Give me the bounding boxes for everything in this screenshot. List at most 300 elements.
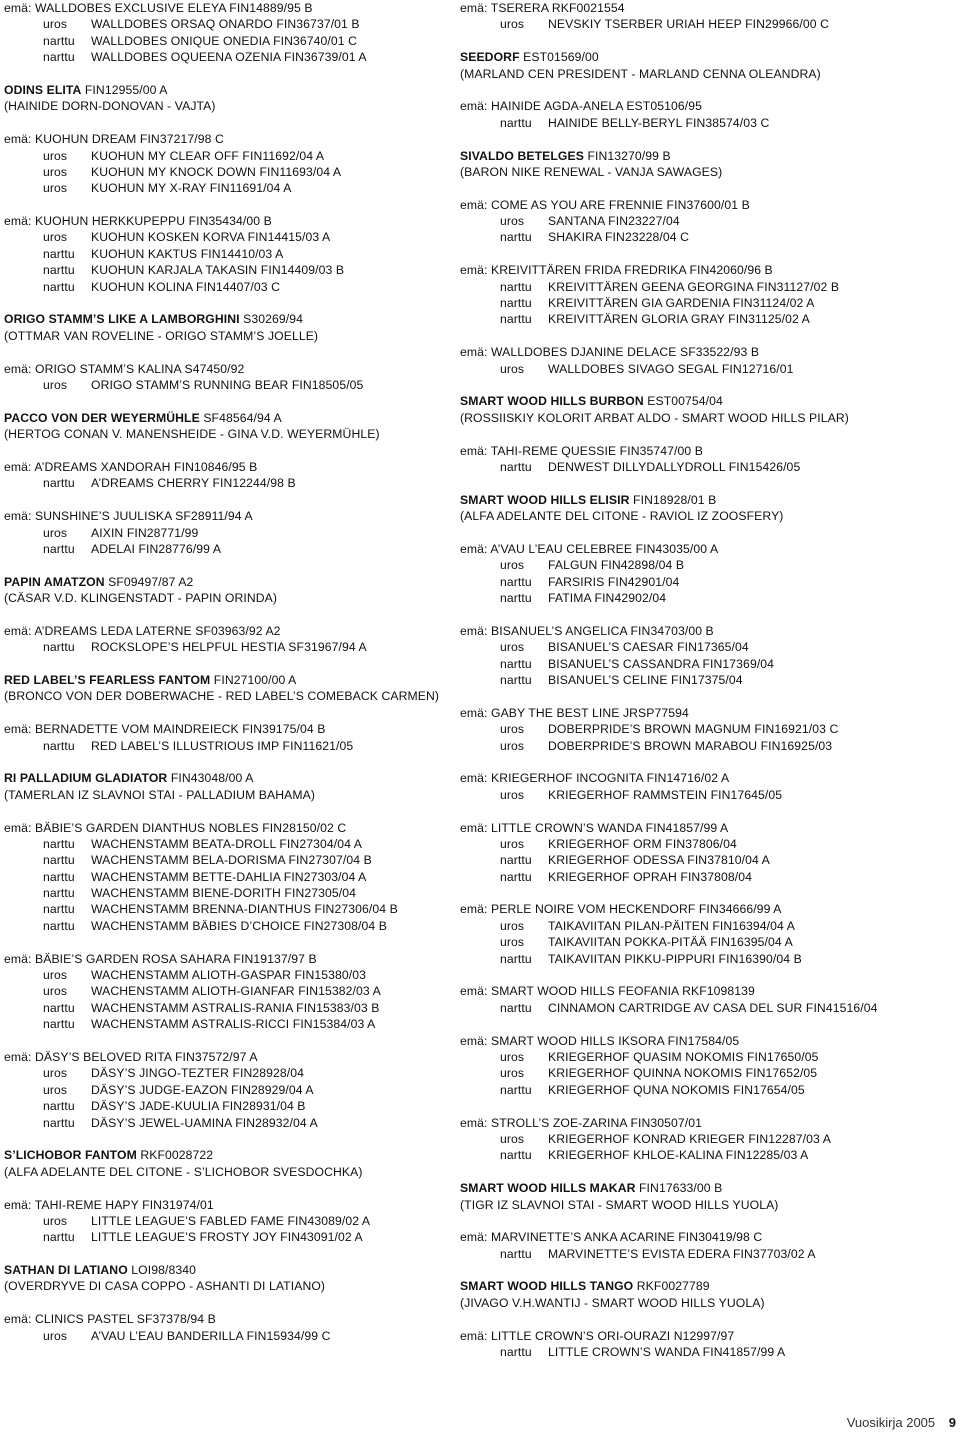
offspring-line <box>4 377 474 393</box>
offspring-line <box>4 901 474 917</box>
offspring-sex: narttu <box>43 263 75 278</box>
spacer <box>4 393 474 409</box>
page-footer <box>847 1415 956 1430</box>
offspring-sex: uros <box>43 1066 68 1081</box>
dam-name: MARVINETTE’S ANKA ACARINE FIN30419/98 C <box>491 1230 763 1245</box>
offspring-name: WACHENSTAMM BRENNA-DIANTHUS FIN27306/04 B <box>91 902 398 917</box>
dam-label: emä: <box>460 1115 488 1130</box>
dam-name: PERLE NOIRE VOM HECKENDORF FIN34666/99 A <box>491 902 782 917</box>
spacer <box>4 115 474 131</box>
offspring-sex: narttu <box>43 1230 75 1245</box>
offspring-line <box>4 738 474 754</box>
spacer <box>4 66 474 82</box>
dam-label: emä: <box>460 443 488 458</box>
sire-name: SMART WOOD HILLS BURBON <box>460 394 644 409</box>
offspring-sex: narttu <box>43 50 75 65</box>
offspring-name: KUOHUN MY CLEAR OFF FIN11692/04 A <box>91 148 325 163</box>
sire-name: RED LABEL’S FEARLESS FANTOM <box>4 673 211 688</box>
offspring-sex: narttu <box>500 1345 532 1360</box>
dam-label: emä: <box>460 263 488 278</box>
offspring-name: WALLDOBES OQUEENA OZENIA FIN36739/01 A <box>91 50 367 65</box>
offspring-name: MARVINETTE’S EVISTA EDERA FIN37703/02 A <box>548 1246 816 1261</box>
offspring-line <box>460 934 956 950</box>
dam-line <box>460 983 956 999</box>
spacer <box>460 328 956 344</box>
sire-line <box>460 393 956 409</box>
offspring-line <box>460 295 956 311</box>
offspring-line <box>4 836 474 852</box>
offspring-name: DENWEST DILLYDALLYDROLL FIN15426/05 <box>548 459 801 474</box>
offspring-sex: uros <box>500 722 525 737</box>
offspring-line <box>4 918 474 934</box>
offspring-sex: uros <box>500 361 525 376</box>
spacer <box>460 688 956 704</box>
offspring-line <box>460 1065 956 1081</box>
dam-name: ORIGO STAMM’S KALINA S47450/92 <box>35 361 245 376</box>
dam-name: CLINICS PASTEL SF37378/94 B <box>35 1312 216 1327</box>
offspring-line <box>4 475 474 491</box>
offspring-line <box>460 1000 956 1016</box>
spacer <box>460 967 956 983</box>
offspring-line <box>460 1246 956 1262</box>
sire-registration: FIN27100/00 A <box>213 673 297 688</box>
dam-line <box>460 1229 956 1245</box>
offspring-sex: narttu <box>43 33 75 48</box>
dam-label: emä: <box>460 345 488 360</box>
offspring-sex: narttu <box>43 738 75 753</box>
offspring-name: KREIVITTÄREN GIA GARDENIA FIN31124/02 A <box>548 296 815 311</box>
offspring-line <box>460 836 956 852</box>
dam-label: emä: <box>460 1033 488 1048</box>
spacer <box>4 344 474 360</box>
dam-label: emä: <box>4 1 32 15</box>
spacer <box>4 492 474 508</box>
offspring-sex: uros <box>500 17 525 32</box>
dam-name: SUNSHINE’S JUULISKA SF28911/94 A <box>35 509 253 524</box>
offspring-line <box>4 1229 474 1245</box>
dam-name: STROLL’S ZOE-ZARINA FIN30507/01 <box>491 1115 703 1130</box>
offspring-name: WACHENSTAMM BETTE-DAHLIA FIN27303/04 A <box>91 869 367 884</box>
offspring-name: DÄSY’S JUDGE-EAZON FIN28929/04 A <box>91 1082 314 1097</box>
sire-parents: (TAMERLAN IZ SLAVNOI STAI - PALLADIUM BAHAMA) <box>4 787 316 802</box>
offspring-line <box>460 852 956 868</box>
dam-line <box>4 213 474 229</box>
dam-label: emä: <box>460 541 488 556</box>
sire-registration: S30269/94 <box>243 312 304 327</box>
offspring-name: WALLDOBES ONIQUE ONEDIA FIN36740/01 C <box>91 33 358 48</box>
offspring-line <box>4 525 474 541</box>
left-column <box>4 0 474 1344</box>
offspring-name: DOBERPRIDE’S BROWN MAGNUM FIN16921/03 C <box>548 722 839 737</box>
offspring-sex: uros <box>43 230 68 245</box>
sire-name: PAPIN AMATZON <box>4 574 105 589</box>
spacer <box>4 1180 474 1196</box>
offspring-name: KRIEGERHOF KONRAD KRIEGER FIN12287/03 A <box>548 1131 831 1146</box>
offspring-name: KRIEGERHOF QUASIM NOKOMIS FIN17650/05 <box>548 1050 819 1064</box>
dam-name: KRIEGERHOF INCOGNITA FIN14716/02 A <box>491 771 730 786</box>
sire-line <box>4 672 474 688</box>
offspring-line <box>4 1016 474 1032</box>
offspring-name: KRIEGERHOF ODESSA FIN37810/04 A <box>548 853 770 868</box>
offspring-name: FATIMA FIN42902/04 <box>548 591 667 606</box>
sire-parents: (HERTOG CONAN V. MANENSHEIDE - GINA V.D. WEYERMÜHLE) <box>4 427 380 442</box>
dam-name: WALLDOBES DJANINE DELACE SF33522/93 B <box>491 345 760 360</box>
spacer <box>4 656 474 672</box>
offspring-sex: narttu <box>500 591 532 606</box>
dam-name: KREIVITTÄREN FRIDA FREDRIKA FIN42060/96 B <box>491 263 773 278</box>
offspring-line <box>460 918 956 934</box>
offspring-line <box>460 1131 956 1147</box>
offspring-sex: uros <box>500 558 525 573</box>
offspring-sex: narttu <box>43 1115 75 1130</box>
spacer <box>460 1262 956 1278</box>
offspring-name: KRIEGERHOF KHLOE-KALINA FIN12285/03 A <box>548 1148 809 1163</box>
dam-line <box>460 443 956 459</box>
offspring-line <box>460 656 956 672</box>
dam-name: TAHI-REME QUESSIE FIN35747/00 B <box>490 443 703 458</box>
offspring-name: AIXIN FIN28771/99 <box>91 525 199 540</box>
offspring-sex: uros <box>43 377 68 392</box>
offspring-sex: uros <box>43 968 68 983</box>
sire-parents: (OVERDRYVE DI CASA COPPO - ASHANTI DI LATIANO) <box>4 1279 326 1294</box>
offspring-line <box>4 279 474 295</box>
dam-line <box>460 705 956 721</box>
dam-line <box>4 721 474 737</box>
sire-line <box>4 1147 474 1163</box>
dam-line <box>4 508 474 524</box>
sire-parents: (TIGR IZ SLAVNOI STAI - SMART WOOD HILLS YUOLA) <box>460 1197 779 1212</box>
dam-name: COME AS YOU ARE FRENNIE FIN37600/01 B <box>491 197 750 212</box>
offspring-line <box>460 721 956 737</box>
sire-registration: RKF0027789 <box>636 1279 710 1294</box>
offspring-line <box>460 574 956 590</box>
offspring-sex: narttu <box>500 656 532 671</box>
offspring-line <box>4 967 474 983</box>
offspring-name: LITTLE LEAGUE’S FABLED FAME FIN43089/02 A <box>91 1213 371 1228</box>
offspring-name: A’DREAMS CHERRY FIN12244/98 B <box>91 476 296 491</box>
offspring-name: HAINIDE BELLY-BERYL FIN38574/03 C <box>548 115 770 130</box>
dam-label: emä: <box>4 1197 32 1212</box>
sire-parents: (OTTMAR VAN ROVELINE - ORIGO STAMM’S JOELLE) <box>4 328 319 343</box>
offspring-name: TAIKAVIITAN PIKKU-PIPPURI FIN16390/04 B <box>548 951 802 966</box>
dam-label: emä: <box>460 771 488 786</box>
offspring-sex: narttu <box>500 279 532 294</box>
offspring-name: LITTLE CROWN’S WANDA FIN41857/99 A <box>548 1345 786 1360</box>
dam-name: KUOHUN HERKKUPEPPU FIN35434/00 B <box>35 214 272 229</box>
spacer <box>460 1016 956 1032</box>
offspring-sex: uros <box>43 181 68 196</box>
dam-line <box>460 262 956 278</box>
spacer <box>460 426 956 442</box>
offspring-line <box>460 951 956 967</box>
spacer <box>4 295 474 311</box>
offspring-sex: uros <box>500 1050 525 1064</box>
spacer <box>4 1033 474 1049</box>
dam-line <box>4 0 474 16</box>
dam-label: emä: <box>4 1050 32 1064</box>
offspring-line <box>460 311 956 327</box>
spacer <box>460 131 956 147</box>
offspring-sex: narttu <box>500 459 532 474</box>
offspring-name: RED LABEL’S ILLUSTRIOUS IMP FIN11621/05 <box>91 738 354 753</box>
offspring-sex: uros <box>500 738 525 753</box>
offspring-sex: narttu <box>43 476 75 491</box>
offspring-sex: narttu <box>500 312 532 327</box>
offspring-line <box>460 213 956 229</box>
offspring-name: KRIEGERHOF QUNA NOKOMIS FIN17654/05 <box>548 1082 805 1097</box>
sire-line <box>4 311 474 327</box>
sire-line <box>4 574 474 590</box>
offspring-line <box>460 672 956 688</box>
dam-label: emä: <box>4 820 32 835</box>
offspring-line <box>4 885 474 901</box>
dam-line <box>460 344 956 360</box>
offspring-line <box>460 639 956 655</box>
dam-name: SMART WOOD HILLS IKSORA FIN17584/05 <box>491 1033 740 1048</box>
dam-line <box>460 901 956 917</box>
offspring-line <box>460 16 956 32</box>
offspring-name: KUOHUN MY KNOCK DOWN FIN11693/04 A <box>91 164 342 179</box>
spacer <box>460 33 956 49</box>
dam-name: A’VAU L’EAU CELEBREE FIN43035/00 A <box>490 541 719 556</box>
offspring-name: WALLDOBES SIVAGO SEGAL FIN12716/01 <box>548 361 794 376</box>
offspring-name: KUOHUN MY X-RAY FIN11691/04 A <box>91 181 292 196</box>
sire-name: PACCO VON DER WEYERMÜHLE <box>4 410 200 425</box>
sire-registration: FIN12955/00 A <box>84 82 168 97</box>
dam-name: HAINIDE AGDA-ANELA EST05106/95 <box>491 99 702 114</box>
offspring-name: LITTLE LEAGUE’S FROSTY JOY FIN43091/02 A <box>91 1230 363 1245</box>
offspring-name: WACHENSTAMM BÄBIES D’CHOICE FIN27308/04 B <box>91 918 387 933</box>
offspring-name: BISANUEL’S CAESAR FIN17365/04 <box>548 640 749 655</box>
offspring-sex: narttu <box>500 869 532 884</box>
offspring-sex: narttu <box>43 640 75 655</box>
spacer <box>460 525 956 541</box>
dam-name: SMART WOOD HILLS FEOFANIA RKF1098139 <box>491 984 755 999</box>
spacer <box>460 803 956 819</box>
offspring-sex: uros <box>500 935 525 950</box>
spacer <box>4 1246 474 1262</box>
offspring-line <box>4 246 474 262</box>
offspring-line <box>4 262 474 278</box>
offspring-sex: narttu <box>43 853 75 868</box>
offspring-line <box>4 180 474 196</box>
dam-line <box>460 1115 956 1131</box>
offspring-name: DÄSY’S JINGO-TEZTER FIN28928/04 <box>91 1066 305 1081</box>
offspring-sex: uros <box>43 17 68 32</box>
offspring-name: ROCKSLOPE’S HELPFUL HESTIA SF31967/94 A <box>91 640 367 655</box>
offspring-name: FARSIRIS FIN42901/04 <box>548 574 680 589</box>
offspring-name: FALGUN FIN42898/04 B <box>548 558 685 573</box>
offspring-line <box>4 852 474 868</box>
dam-name: BÄBIE’S GARDEN ROSA SAHARA FIN19137/97 B <box>35 951 317 966</box>
spacer <box>460 1213 956 1229</box>
dam-line <box>460 623 956 639</box>
spacer <box>4 1131 474 1147</box>
sire-line <box>460 1180 956 1196</box>
offspring-sex: narttu <box>500 1148 532 1163</box>
offspring-line <box>460 557 956 573</box>
offspring-sex: narttu <box>43 279 75 294</box>
offspring-sex: narttu <box>500 673 532 688</box>
sire-parents: (BRONCO VON DER DOBERWACHE - RED LABEL’S COMEBACK CARMEN) <box>4 689 440 704</box>
dam-line <box>4 361 474 377</box>
offspring-name: TAIKAVIITAN PILAN-PÄITEN FIN16394/04 A <box>548 918 795 933</box>
offspring-name: NEVSKIY TSERBER URIAH HEEP FIN29966/00 C <box>548 17 830 32</box>
sire-name: ORIGO STAMM’S LIKE A LAMBORGHINI <box>4 312 240 327</box>
dam-label: emä: <box>4 214 32 229</box>
offspring-line <box>460 1344 956 1360</box>
spacer <box>4 705 474 721</box>
dam-line <box>4 131 474 147</box>
dam-label: emä: <box>4 722 32 737</box>
spacer <box>460 246 956 262</box>
offspring-sex: narttu <box>43 1099 75 1114</box>
spacer <box>460 82 956 98</box>
dam-label: emä: <box>460 902 488 917</box>
spacer <box>460 885 956 901</box>
offspring-name: ADELAI FIN28776/99 A <box>91 541 222 556</box>
offspring-line <box>4 164 474 180</box>
spacer <box>4 934 474 950</box>
offspring-sex: narttu <box>43 541 75 556</box>
offspring-sex: uros <box>43 525 68 540</box>
offspring-sex: uros <box>43 1082 68 1097</box>
offspring-line <box>460 229 956 245</box>
dam-line <box>460 770 956 786</box>
offspring-sex: uros <box>500 1131 525 1146</box>
offspring-line <box>460 279 956 295</box>
dam-label: emä: <box>4 459 32 474</box>
offspring-name: KUOHUN KARJALA TAKASIN FIN14409/03 B <box>91 263 345 278</box>
offspring-name: KUOHUN KAKTUS FIN14410/03 A <box>91 246 284 261</box>
offspring-name: WACHENSTAMM ASTRALIS-RICCI FIN15384/03 A <box>91 1017 376 1032</box>
offspring-name: KRIEGERHOF OPRAH FIN37808/04 <box>548 869 752 884</box>
offspring-line <box>460 590 956 606</box>
offspring-sex: narttu <box>43 886 75 901</box>
dam-line <box>4 623 474 639</box>
offspring-sex: uros <box>43 148 68 163</box>
dam-line <box>4 1197 474 1213</box>
sire-name: RI PALLADIUM GLADIATOR <box>4 771 168 786</box>
sire-registration: LOI98/8340 <box>131 1263 196 1278</box>
dam-name: BERNADETTE VOM MAINDREIECK FIN39175/04 B <box>35 722 326 737</box>
dam-line <box>4 951 474 967</box>
sire-registration: FIN17633/00 B <box>639 1181 723 1196</box>
sire-name: SATHAN DI LATIANO <box>4 1263 128 1278</box>
spacer <box>460 377 956 393</box>
spacer <box>4 606 474 622</box>
offspring-name: WALLDOBES ORSAQ ONARDO FIN36737/01 B <box>91 17 360 32</box>
offspring-line <box>460 738 956 754</box>
offspring-name: TAIKAVIITAN POKKA-PITÄÄ FIN16395/04 A <box>548 935 793 950</box>
sire-line <box>460 492 956 508</box>
offspring-name: BISANUEL’S CASSANDRA FIN17369/04 <box>548 656 775 671</box>
dam-label: emä: <box>460 197 488 212</box>
sire-name: SEEDORF <box>460 50 520 65</box>
offspring-sex: narttu <box>500 296 532 311</box>
sire-name: S’LICHOBOR FANTOM <box>4 1148 137 1163</box>
dam-line <box>4 820 474 836</box>
spacer <box>460 180 956 196</box>
sire-registration: SF48564/94 A <box>203 410 282 425</box>
offspring-line <box>460 115 956 131</box>
dam-label: emä: <box>460 1328 488 1343</box>
sire-name: SMART WOOD HILLS TANGO <box>460 1279 634 1294</box>
sire-line <box>4 770 474 786</box>
spacer <box>460 1311 956 1327</box>
dam-name: A’DREAMS XANDORAH FIN10846/95 B <box>34 459 258 474</box>
offspring-sex: narttu <box>500 951 532 966</box>
dam-name: BÄBIE’S GARDEN DIANTHUS NOBLES FIN28150/02 C <box>35 820 347 835</box>
right-column <box>460 0 956 1360</box>
offspring-line <box>460 459 956 475</box>
offspring-line <box>460 787 956 803</box>
offspring-sex: narttu <box>43 1017 75 1032</box>
dam-label: emä: <box>460 623 488 638</box>
sire-registration: RKF0028722 <box>140 1148 214 1163</box>
offspring-line <box>4 229 474 245</box>
offspring-sex: uros <box>500 836 525 851</box>
sire-parents: (HAINIDE DORN-DONOVAN - VAJTA) <box>4 99 216 114</box>
spacer <box>460 606 956 622</box>
offspring-sex: narttu <box>500 574 532 589</box>
dam-label: emä: <box>4 951 32 966</box>
offspring-line <box>4 1328 474 1344</box>
sire-registration: FIN43048/00 A <box>170 771 254 786</box>
offspring-line <box>460 1049 956 1065</box>
dam-label: emä: <box>460 984 488 999</box>
dam-name: BISANUEL’S ANGELICA FIN34703/00 B <box>491 623 714 638</box>
offspring-name: WACHENSTAMM ALIOTH-GIANFAR FIN15382/03 A <box>91 984 381 999</box>
dam-line <box>460 820 956 836</box>
dam-line <box>4 459 474 475</box>
dam-label: emä: <box>4 132 32 147</box>
sire-parents: (MARLAND CEN PRESIDENT - MARLAND CENNA OLEANDRA) <box>460 66 821 81</box>
offspring-line <box>4 49 474 65</box>
dam-label: emä: <box>4 509 32 524</box>
spacer <box>4 557 474 573</box>
offspring-name: SHAKIRA FIN23228/04 C <box>548 230 689 245</box>
spacer <box>460 1098 956 1114</box>
offspring-sex: uros <box>500 787 525 802</box>
offspring-name: KRIEGERHOF RAMMSTEIN FIN17645/05 <box>548 787 783 802</box>
dam-name: TAHI-REME HAPY FIN31974/01 <box>34 1197 214 1212</box>
offspring-sex: uros <box>500 1066 525 1081</box>
dam-line <box>460 98 956 114</box>
offspring-name: CINNAMON CARTRIDGE AV CASA DEL SUR FIN41516/04 <box>548 1000 878 1015</box>
offspring-name: KUOHUN KOSKEN KORVA FIN14415/03 A <box>91 230 331 245</box>
offspring-name: DÄSY’S JEWEL-UAMINA FIN28932/04 A <box>91 1115 318 1130</box>
offspring-line <box>4 1213 474 1229</box>
sire-name: SMART WOOD HILLS MAKAR <box>460 1181 636 1196</box>
offspring-name: BISANUEL’S CELINE FIN17375/04 <box>548 673 743 688</box>
sire-registration: FIN18928/01 B <box>633 492 717 507</box>
offspring-sex: uros <box>43 1328 68 1343</box>
spacer <box>4 803 474 819</box>
offspring-line <box>4 33 474 49</box>
sire-registration: FIN13270/99 B <box>587 148 671 163</box>
offspring-name: KRIEGERHOF ORM FIN37806/04 <box>548 836 737 851</box>
offspring-sex: narttu <box>43 869 75 884</box>
offspring-sex: narttu <box>500 230 532 245</box>
spacer <box>4 443 474 459</box>
sire-name: SMART WOOD HILLS ELISIR <box>460 492 630 507</box>
offspring-sex: narttu <box>43 1000 75 1015</box>
sire-line <box>460 1278 956 1294</box>
offspring-sex: narttu <box>500 853 532 868</box>
offspring-name: KUOHUN KOLINA FIN14407/03 C <box>91 279 280 294</box>
offspring-sex: uros <box>43 1213 68 1228</box>
